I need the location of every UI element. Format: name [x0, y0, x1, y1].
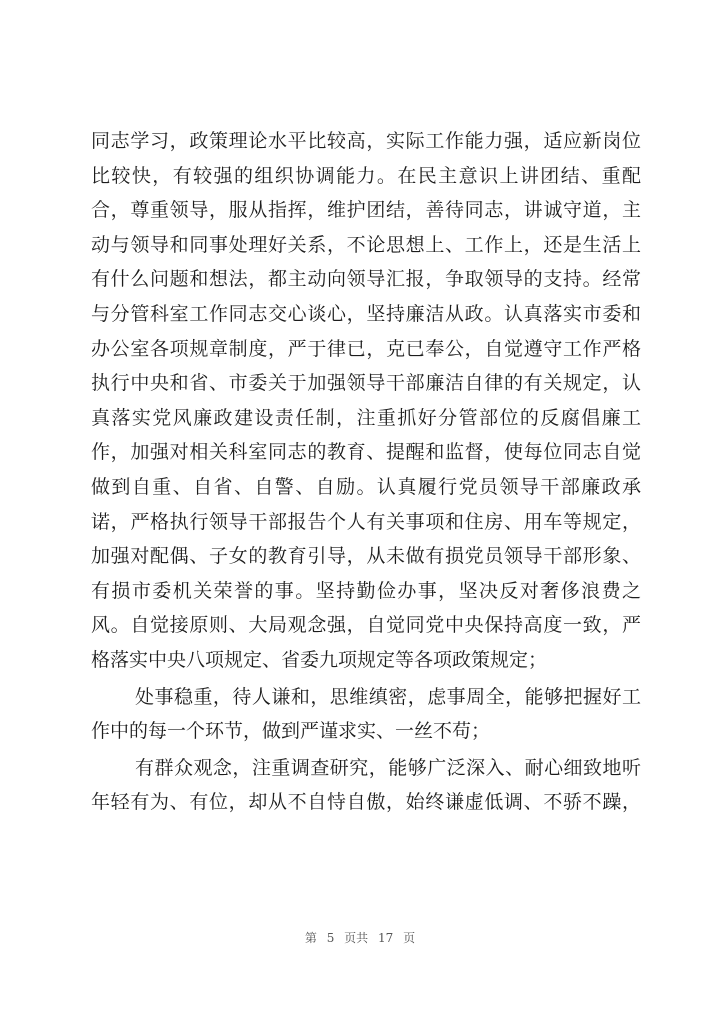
text-line: 诺，严格执行领导干部报告个人有关事项和住房、用车等规定，: [91, 510, 641, 533]
text-line: 执行中央和省、市委关于加强领导干部廉洁自律的有关规定，认: [91, 372, 641, 395]
text-line: 有损市委机关荣誉的事。坚持勤俭办事，坚决反对奢侈浪费之: [91, 579, 641, 602]
text-line: 格落实中央八项规定、省委九项规定等各项政策规定；: [91, 648, 548, 671]
text-line: 办公室各项规章制度，严于律已，克已奉公，自觉遵守工作严格: [91, 337, 641, 360]
text-line: 真落实党风廉政建设责任制，注重抓好分管部位的反腐倡廉工: [91, 406, 641, 429]
text-line: 年轻有为、有位，却从不自恃自傲，始终谦虚低调、不骄不躁，: [91, 791, 641, 814]
text-line: 与分管科室工作同志交心谈心，坚持廉洁从政。认真落实市委和: [91, 302, 641, 325]
text-line: 同志学习，政策理论水平比较高，实际工作能力强，适应新岗位: [91, 130, 641, 152]
footer-middle: 页共: [344, 931, 369, 945]
text-line: 风。自觉接原则、大局观念强，自觉同党中央保持高度一致，严: [91, 614, 641, 637]
paragraph: [91, 680, 641, 749]
footer-total-pages: 17: [378, 931, 394, 945]
text-line: 合，尊重领导，服从指挥，维护团结，善待同志，讲诚守道，主: [91, 199, 641, 222]
paragraph: [91, 751, 641, 820]
text-line: 作，加强对相关科室同志的教育、提醒和监督，使每位同志自觉: [91, 441, 641, 464]
text-line: 处事稳重，待人谦和，思维缜密，虑事周全，能够把握好工: [135, 685, 641, 708]
text-line: 动与领导和同事处理好关系，不论思想上、工作上，还是生活上: [91, 233, 641, 256]
footer-prefix: 第: [304, 931, 317, 945]
paragraph: [91, 124, 641, 678]
page-footer: [0, 929, 720, 946]
text-line: 比较快，有较强的组织协调能力。在民主意识上讲团结、重配: [91, 164, 641, 187]
text-line: 有群众观念，注重调查研究，能够广泛深入、耐心细致地听: [135, 756, 641, 779]
text-line: 作中的每一个环节，做到严谨求实、一丝不苟；: [91, 720, 491, 743]
footer-suffix: 页: [403, 931, 416, 945]
text-line: 加强对配偶、子女的教育引导，从未做有损党员领导干部形象、: [91, 545, 641, 568]
text-line: 做到自重、自省、自警、自励。认真履行党员领导干部廉政承: [91, 475, 641, 498]
text-line: 有什么问题和想法，都主动向领导汇报，争取领导的支持。经常: [91, 268, 641, 291]
document-body: [91, 124, 641, 820]
footer-page-number: 5: [326, 931, 335, 945]
